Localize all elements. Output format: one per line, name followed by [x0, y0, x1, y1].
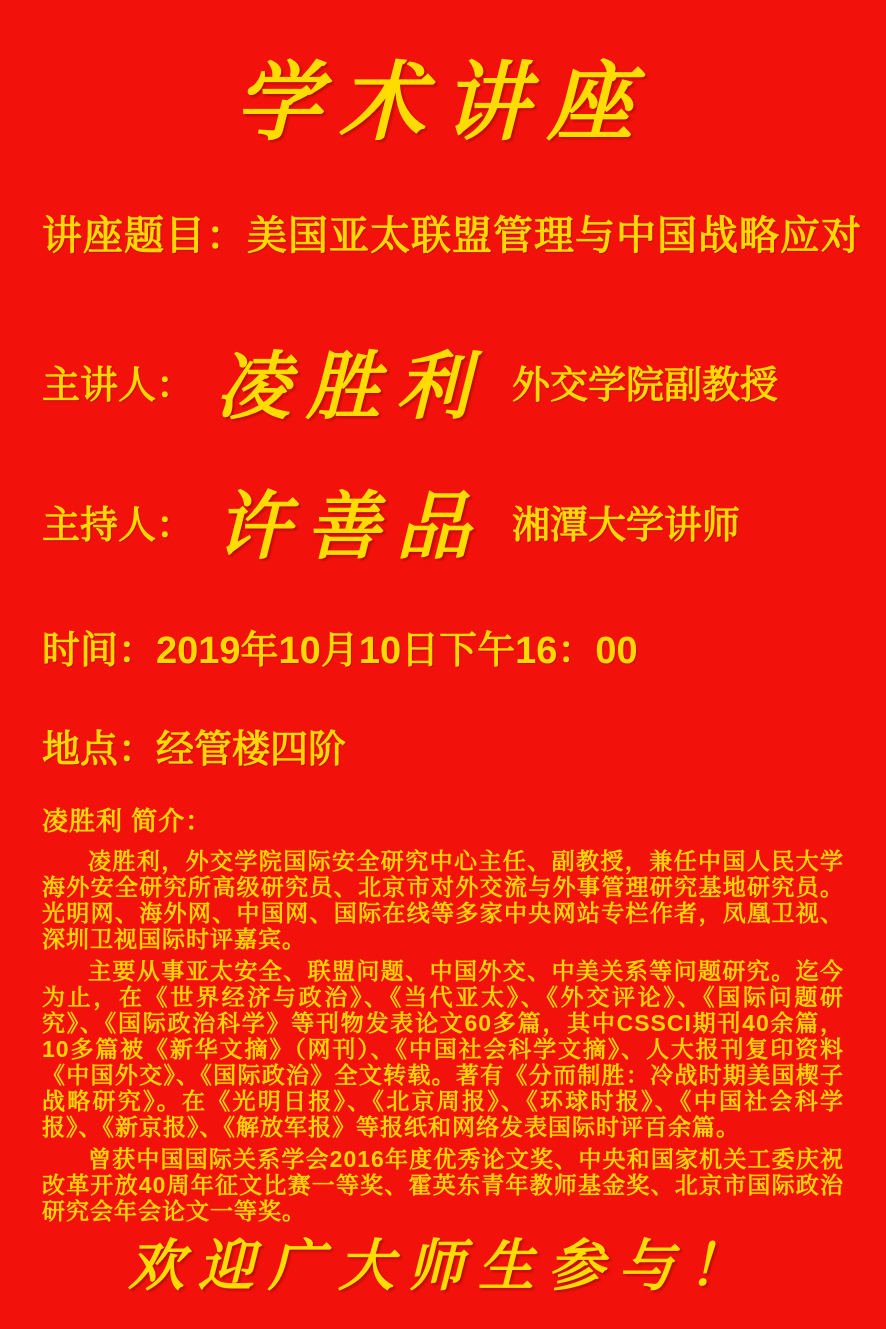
speaker-row: [42, 325, 844, 437]
speaker-name: 凌胜利: [216, 344, 487, 430]
time-label: 时间：: [42, 630, 157, 672]
lecture-title-line: [42, 204, 862, 261]
location-row: [42, 718, 844, 773]
time-row: [42, 619, 844, 674]
bio-section: [42, 801, 844, 1224]
host-row: [42, 465, 844, 577]
lecture-title-label: 讲座题目：: [42, 214, 247, 258]
bio-heading: 凌胜利 简介：: [42, 806, 213, 836]
poster-title: 学术讲座: [235, 52, 651, 153]
bio-paragraph-1: 凌胜利，外交学院国际安全研究中心主任、副教授，兼任中国人民大学海外安全研究所高级研究员、北京市对外交流与外事管理研究基地研究员。光明网、海外网、中国网、国际在线等多家中央网站专栏作者，凤凰卫视、深圳卫视国际时评嘉宾。: [42, 848, 844, 952]
host-affiliation: 湘潭大学讲师: [512, 504, 741, 547]
time-value: 2019年10月10日下午16：00: [156, 630, 638, 672]
bio-paragraph-2: 主要从事亚太安全、联盟问题、中国外交、中美关系等问题研究。迄今为止，在《世界经济与政治》、《当代亚太》、《外交评论》、《国际问题研究》、《国际政治科学》等刊物发表论文60多篇，其中CSSCI期刊40余篇，10多篇被《新华文摘》（网刊）、《中国社会科学文摘》、人大报刊复印资料《中国外交》、《国际政治》全文转载。著有《分而制胜：冷战时期美国楔子战略研究》。在《光明日报》、《北京周报》、《环球时报》、《中国社会科学报》、《新京报》、《解放军报》等报纸和网络发表国际时评百余篇。: [42, 958, 844, 1140]
bio-paragraph-3: 曾获中国国际关系学会2016年度优秀论文奖、中央和国家机关工委庆祝改革开放40周年征文比赛一等奖、霍英东青年教师基金奖、北京市国际政治研究会年会论文一等奖。: [42, 1146, 844, 1224]
location-label: 地点：: [42, 729, 157, 771]
speaker-affiliation: 外交学院副教授: [512, 364, 779, 407]
speaker-label: 主讲人：: [42, 364, 195, 407]
host-name: 许善品: [216, 484, 487, 570]
location-value: 经管楼四阶: [156, 729, 347, 771]
host-label: 主持人：: [42, 504, 195, 547]
welcome-footer: 欢迎广大师生参与！: [128, 1233, 758, 1299]
lecture-title-text: 美国亚太联盟管理与中国战略应对: [247, 214, 862, 258]
